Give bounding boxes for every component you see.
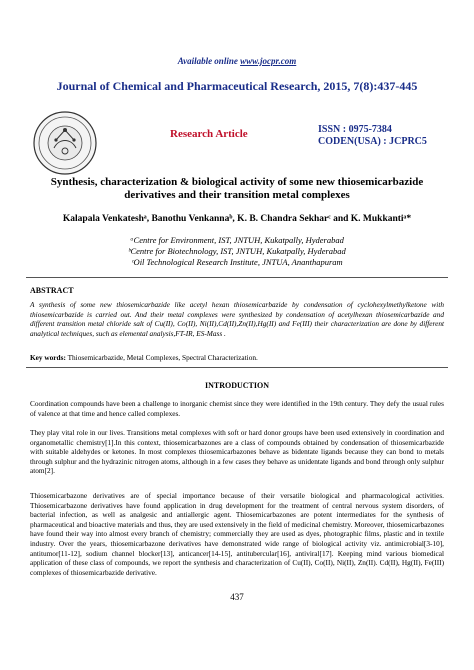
article-type: Research Article xyxy=(170,128,248,140)
divider-bottom xyxy=(26,367,448,368)
keywords xyxy=(30,353,258,362)
divider-top xyxy=(26,277,448,278)
keywords-text: Thiosemicarbazide, Metal Complexes, Spectral Characterization. xyxy=(67,353,258,362)
introduction-heading: INTRODUCTION xyxy=(204,381,269,390)
affiliation-c: ᶜOil Technological Research Institute, JNTUA, Ananthapuram xyxy=(131,257,343,267)
abstract-text: A synthesis of some new thiosemicarbazide like acetyl hexan thiosemicarbazide by condensation of cyclohexylmethylketone with thiosemicarbazide is carried out. And their metal complexes were synthesized by condensation of acetylhexan thiosemicarbazide and different transition metal chloride salt of Cu(II), Co(II), Ni(II),Cd(II),Zn(II),Hg(II) and Fe(III) their characterization are done by different analytical techniques, such as elemental analysis,FT-IR, ES-Mass . xyxy=(30,300,444,338)
issn-block xyxy=(318,124,427,148)
affiliation-b: ᵇCentre for Biotechnology, IST, JNTUH, Kukatpally, Hyderabad xyxy=(128,246,346,256)
intro-paragraph-1: Coordination compounds have been a challenge to inorganic chemist since they were identified in the 19th century. They defy the usual rules of valence at that time and hence called complexes. xyxy=(30,399,444,418)
availability-prefix: Available online xyxy=(177,56,238,66)
intro-paragraph-3: Thiosemicarbazone derivatives are of special importance because of their versatile biological and pharmacological activities. Thiosemicarbazone derivatives have found application in drug development for the treatment of central nervous system disorders, of bacterial infection, as well as analgesic and antiallergic agent. Thiosemicarbazones are potent intermediates for the synthesis of pharmaceutical and bioactive materials and thus, they are used extensively in the field of medicinal chemistry. Moreover, thiosemicarbazones have found their way into almost every branch of chemistry; commercially they are used as dyes, photographic films, plastic and in textile industry. Over the years, thiosemicarbazone derivatives have demonstrated wide range of biological activity viz. antimicrobial[3-10], antitumor[11-12], sodium channel blocker[13], anticancer[14-15], antitubercular[16], antiviral[17]. Keeping mind various biomedical application of these class of compounds, we report the synthesis and characterization of Cu(II), Co(II), Ni(II), Zn(II). Cd(II), Hg(II), Fe(III) complexes of thiosemicarbazide derivative. xyxy=(30,491,444,577)
keywords-label: Key words: xyxy=(30,353,66,362)
availability-line xyxy=(0,56,474,66)
journal-url-link[interactable]: www.jocpr.com xyxy=(240,56,297,66)
affiliation-a: ᵃCentre for Environment, IST, JNTUH, Kukatpally, Hyderabad xyxy=(130,235,344,245)
affiliations xyxy=(0,235,474,268)
page-number: 437 xyxy=(230,592,244,602)
coden: CODEN(USA) : JCPRC5 xyxy=(318,136,427,147)
abstract-heading: ABSTRACT xyxy=(30,286,74,295)
journal-logo-icon xyxy=(32,110,98,176)
issn: ISSN : 0975-7384 xyxy=(318,124,392,135)
article-title: Synthesis, characterization & biological activity of some new thiosemicarbazide derivatives and their transition metal complexes xyxy=(50,176,424,201)
intro-paragraph-2: They play vital role in our lives. Transitions metal complexes with soft or hard donor groups have been used extensively in coordination and organometallic chemistry[1].In this context, thiosemicarbazones are a class of compounds obtained by condensation of thiosemicarbazide with suitable aldehydes or ketones. In most complexes thiosemicarbazones behave as bidentate ligands because they can bond to metals through sulphur and the hydrazinic nitrogen atoms, although in a few cases they behave as unidentate ligands and bond through only sulphur atom[2]. xyxy=(30,428,444,476)
author-list: Kalapala Venkateshᵃ, Banothu Venkannaᵇ, K. B. Chandra Sekharᶜ and K. Mukkantiᵃ* xyxy=(62,214,412,224)
journal-title: Journal of Chemical and Pharmaceutical Research, 2015, 7(8):437-445 xyxy=(56,79,418,93)
